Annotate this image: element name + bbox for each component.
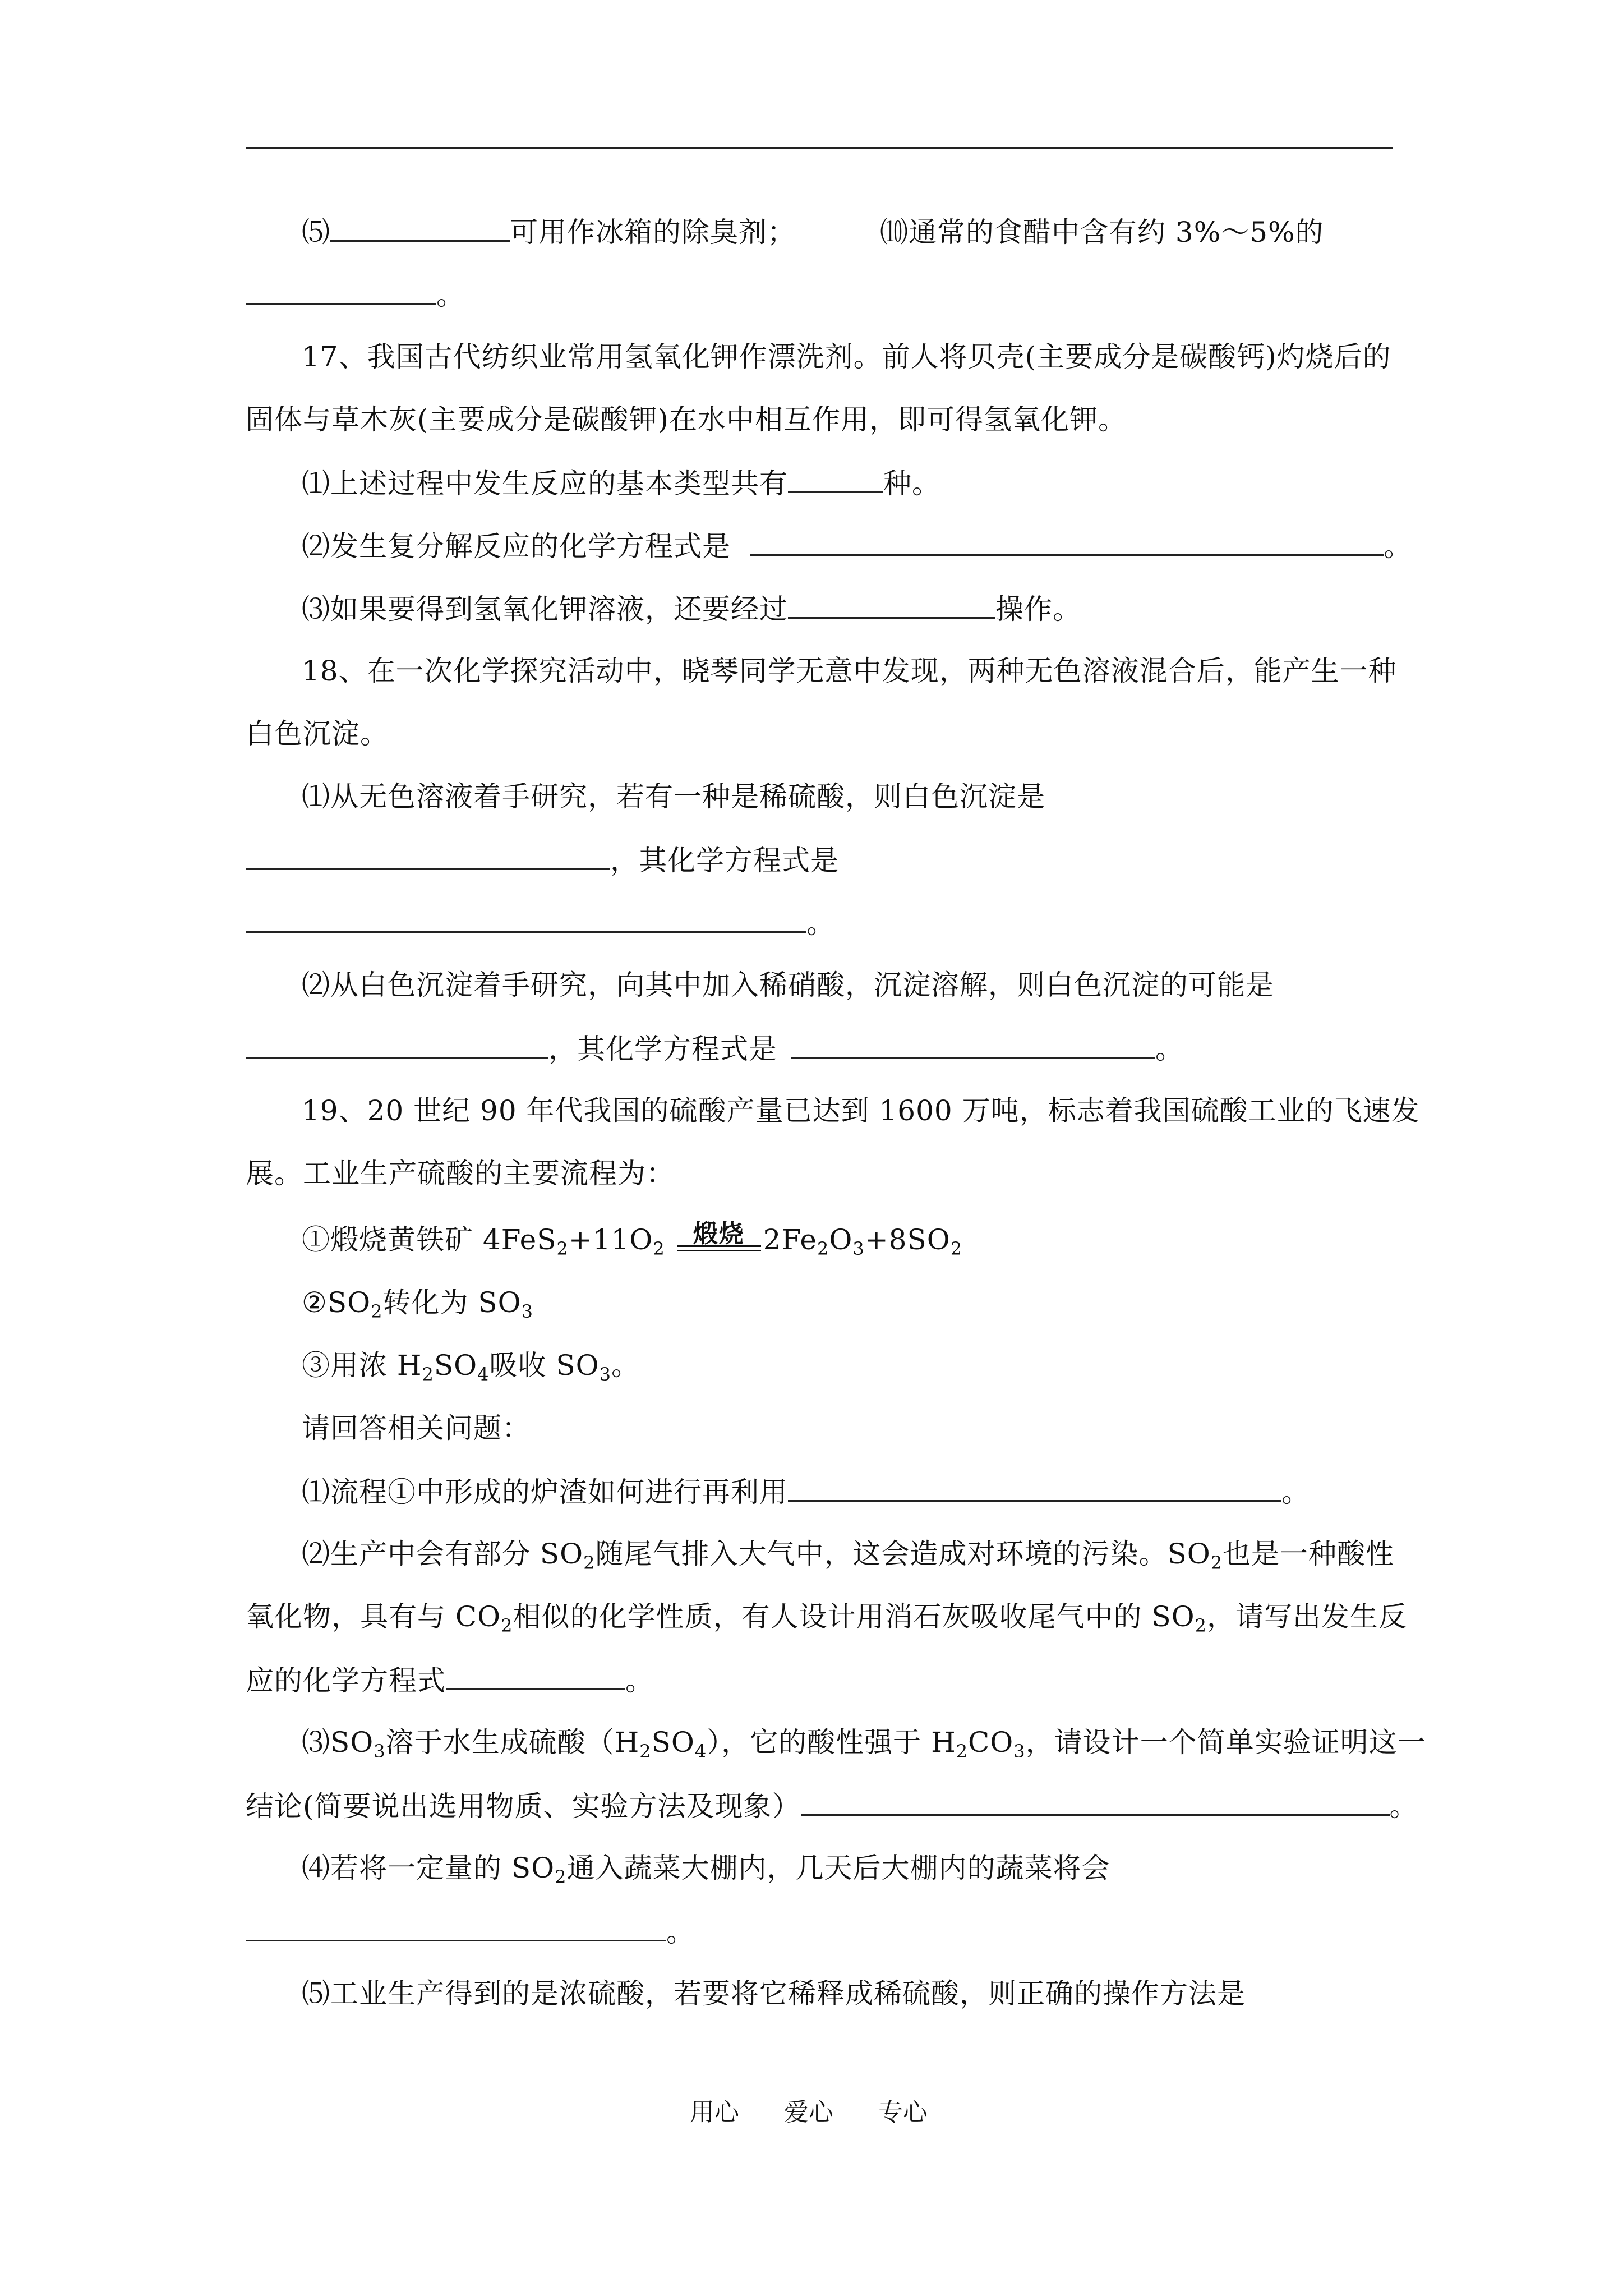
answer-blank[interactable]: [750, 528, 1384, 556]
answer-blank[interactable]: [801, 1788, 1390, 1816]
answer-blank[interactable]: [446, 1663, 625, 1690]
q19-part-3-line1: $⑶SO_3$溶于水生成硫酸$(H_2SO_4)$，它的酸性强于 $H_2CO_3$，请设计一个简单实验证明这一: [302, 1726, 1426, 1762]
q19-part-2-line2: 氧化物，具有与 $CO_2$相似的化学性质，有人设计用消石灰吸收尾气中的 $SO_2$，请写出发生反: [246, 1600, 1408, 1636]
q17-stem-2: 固体与草木灰(主要成分是碳酸钾)在水中相互作用，即可得氢氧化钾。: [246, 403, 1127, 436]
answer-blank[interactable]: [246, 843, 610, 870]
q19-ask: 请回答相关问题：: [302, 1412, 531, 1444]
q19-part-2-line3: 应的化学方程式 。: [246, 1663, 654, 1697]
answer-blank[interactable]: [788, 591, 995, 619]
q16-line-end: 。: [246, 277, 465, 312]
q17-part-1: ⑴上述过程中发生反应的基本类型共有 种。: [302, 466, 940, 500]
answer-blank[interactable]: [246, 1031, 548, 1059]
page-footer: 用心 爱心 专心: [690, 2098, 928, 2127]
q19-part-2-line1: ⑵生产中会有部分 $SO_2$随尾气排入大气中，这会造成对环境的污染。$SO_2$也是一种酸性: [302, 1538, 1395, 1573]
q19-step-1: ①煅烧黄铁矿 $4FeS_2+11O_2$ 煅烧 $2Fe_2O_3+8SO_2$: [302, 1220, 963, 1259]
answer-blank[interactable]: [246, 1914, 666, 1941]
q16-line-5-10: ⑸ 可用作冰箱的除臭剂； ⑽通常的食醋中含有约 3%～5%的: [302, 214, 1324, 249]
q18-stem-1: 18、在一次化学探究活动中，晓琴同学无意中发现，两种无色溶液混合后，能产生一种: [302, 655, 1397, 687]
answer-blank[interactable]: [330, 214, 510, 242]
q17-stem-1: 17、我国古代纺织业常用氢氧化钾作漂洗剂。前人将贝壳(主要成分是碳酸钙)灼烧后的: [302, 341, 1391, 373]
q19-step-2: $②SO_2$转化为 $SO_3$: [302, 1286, 533, 1322]
q17-part-2: ⑵发生复分解反应的化学方程式是 。: [302, 528, 1412, 563]
q19-part-4-line2: 。: [246, 1914, 695, 1949]
header-rule: [246, 147, 1393, 149]
q19-part-5: ⑸工业生产得到的是浓硫酸，若要将它稀释成稀硫酸，则正确的操作方法是: [302, 1977, 1246, 2010]
q19-part-3-line2: 结论(简要说出选用物质、实验方法及现象） 。: [246, 1788, 1418, 1823]
q19-step-3: ③用浓 $H_2SO_4$吸收 $SO_3$。: [302, 1349, 640, 1385]
answer-blank[interactable]: [246, 277, 436, 305]
q18-stem-2: 白色沉淀。: [246, 717, 389, 750]
q19-part-1: ⑴流程①中形成的炉渣如何进行再利用 。: [302, 1474, 1310, 1509]
q19-stem-2: 展。工业生产硫酸的主要流程为：: [246, 1157, 675, 1190]
answer-blank[interactable]: [788, 1474, 1281, 1502]
q18-part-1-line3: 。: [246, 905, 835, 940]
q18-part-2-line2: ，其化学方程式是 。: [246, 1031, 1184, 1066]
answer-blank[interactable]: [788, 466, 883, 493]
answer-blank[interactable]: [246, 905, 806, 933]
answer-blank[interactable]: [791, 1031, 1155, 1059]
q18-part-1-line2: ，其化学方程式是: [246, 843, 839, 877]
q18-part-2: ⑵从白色沉淀着手研究，向其中加入稀硝酸，沉淀溶解，则白色沉淀的可能是: [302, 969, 1274, 1001]
q18-part-1: ⑴从无色溶液着手研究，若有一种是稀硫酸，则白色沉淀是: [302, 780, 1045, 813]
reaction-arrow: 煅烧: [677, 1225, 761, 1259]
q17-part-3: ⑶如果要得到氢氧化钾溶液，还要经过 操作。: [302, 591, 1081, 626]
q19-part-4: ⑷若将一定量的 $SO_2$通入蔬菜大棚内，几天后大棚内的蔬菜将会: [302, 1852, 1110, 1888]
q19-stem-1: 19、20 世纪 90 年代我国的硫酸产量已达到 1600 万吨，标志着我国硫酸工业的飞速发: [302, 1094, 1420, 1127]
